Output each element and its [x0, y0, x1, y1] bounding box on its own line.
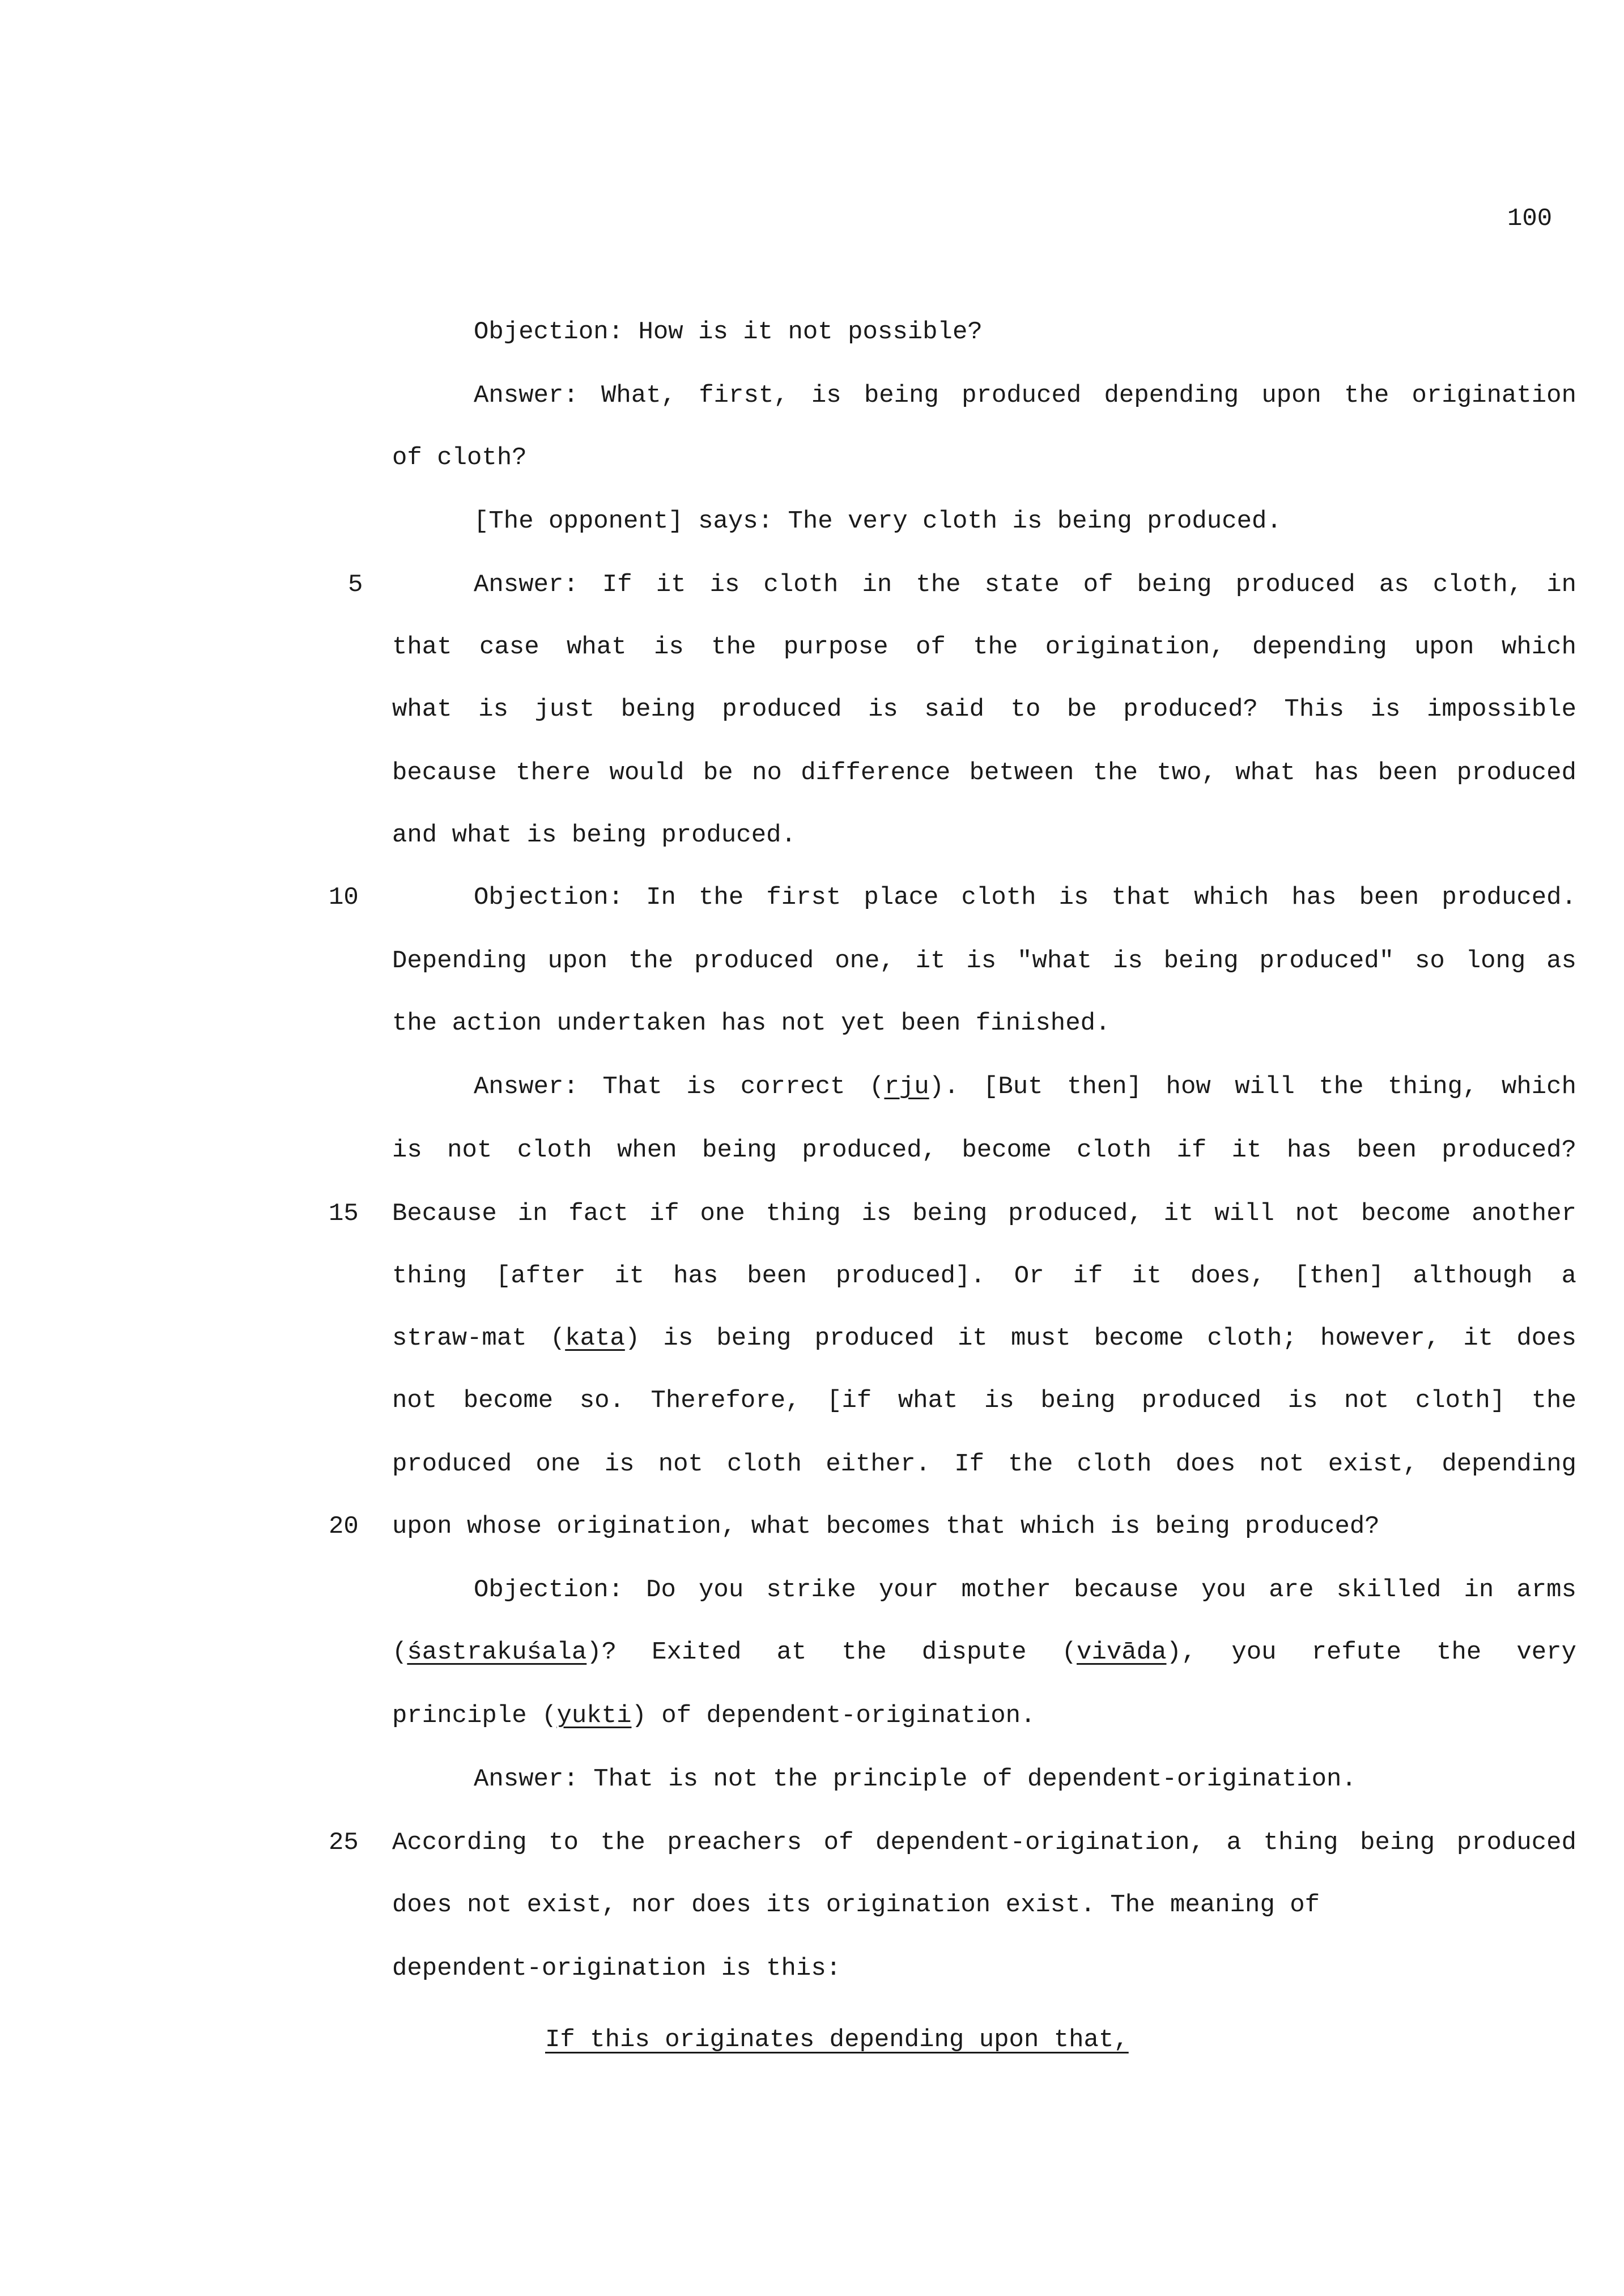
- text-line: not become so. Therefore, [if what is being produced is not cloth] the: [392, 1387, 1576, 1415]
- text-line: does not exist, nor does its origination exist. The meaning of: [392, 1891, 1320, 1919]
- text-line: Answer: That is not the principle of dependent-origination.: [474, 1765, 1357, 1793]
- text-line: of cloth?: [392, 444, 527, 472]
- text-segment: (: [392, 1638, 407, 1666]
- text-line: thing [after it has been produced]. Or if it does, [then] although a: [392, 1262, 1576, 1290]
- text-line: [392, 1699, 1576, 1733]
- text-line: Answer: What, first, is being produced depending upon the origination: [474, 381, 1576, 410]
- text-line: Objection: In the first place cloth is that which has been produced.: [474, 883, 1576, 912]
- text-line: what is just being produced is said to be produced? This is impossible: [392, 695, 1576, 724]
- text-segment: ) is being produced it must become cloth; however, it does: [624, 1324, 1576, 1353]
- page-number: 100: [1507, 205, 1553, 233]
- text-line: Because in fact if one thing is being produced, it will not become another: [392, 1200, 1576, 1228]
- text-segment: ), you refute the very: [1166, 1638, 1576, 1666]
- text-segment: straw-mat (: [392, 1324, 566, 1353]
- text-segment: principle (: [392, 1702, 557, 1730]
- text-line: [The opponent] says: The very cloth is being produced.: [474, 507, 1282, 535]
- text-line: is not cloth when being produced, become cloth if it has been produced?: [392, 1136, 1576, 1164]
- line-number-15: 15: [329, 1200, 359, 1228]
- text-line: produced one is not cloth either. If the cloth does not exist, depending: [392, 1450, 1576, 1478]
- text-line: [392, 1635, 1576, 1669]
- sanskrit-term: kata: [565, 1324, 625, 1353]
- sanskrit-term: rju: [884, 1073, 929, 1101]
- text-line: upon whose origination, what becomes that which is being produced?: [392, 1512, 1380, 1541]
- text-segment: ) of dependent-origination.: [631, 1702, 1036, 1730]
- line-number-5: 5: [348, 571, 363, 599]
- line-number-20: 20: [329, 1512, 359, 1541]
- text-line: Depending upon the produced one, it is "what is being produced" so long as: [392, 947, 1576, 975]
- sanskrit-term: vivāda: [1077, 1638, 1167, 1666]
- text-segment: )? Exited at the dispute (: [586, 1638, 1077, 1666]
- text-line: the action undertaken has not yet been finished.: [392, 1009, 1111, 1038]
- text-segment: Answer: That is correct (: [474, 1073, 885, 1101]
- text-line: [474, 1070, 1576, 1104]
- text-line: because there would be no difference between the two, what has been produced: [392, 759, 1576, 787]
- text-line: Objection: Do you strike your mother because you are skilled in arms: [474, 1576, 1576, 1604]
- text-line: that case what is the purpose of the origination, depending upon which: [392, 633, 1576, 661]
- text-line: Answer: If it is cloth in the state of being produced as cloth, in: [474, 571, 1576, 599]
- text-line: Objection: How is it not possible?: [474, 318, 983, 346]
- sanskrit-term: śastrakuśala: [407, 1638, 587, 1666]
- text-line: and what is being produced.: [392, 821, 796, 849]
- text-line: [392, 1321, 1576, 1355]
- text-line: According to the preachers of dependent-origination, a thing being produced: [392, 1829, 1576, 1857]
- text-line: dependent-origination is this:: [392, 1954, 841, 1983]
- line-number-25: 25: [329, 1829, 359, 1857]
- text-segment: ). [But then] how will the thing, which: [929, 1073, 1576, 1101]
- sanskrit-term: yukti: [556, 1702, 632, 1730]
- verse-line: If this originates depending upon that,: [545, 2026, 1129, 2054]
- line-number-10: 10: [329, 883, 359, 912]
